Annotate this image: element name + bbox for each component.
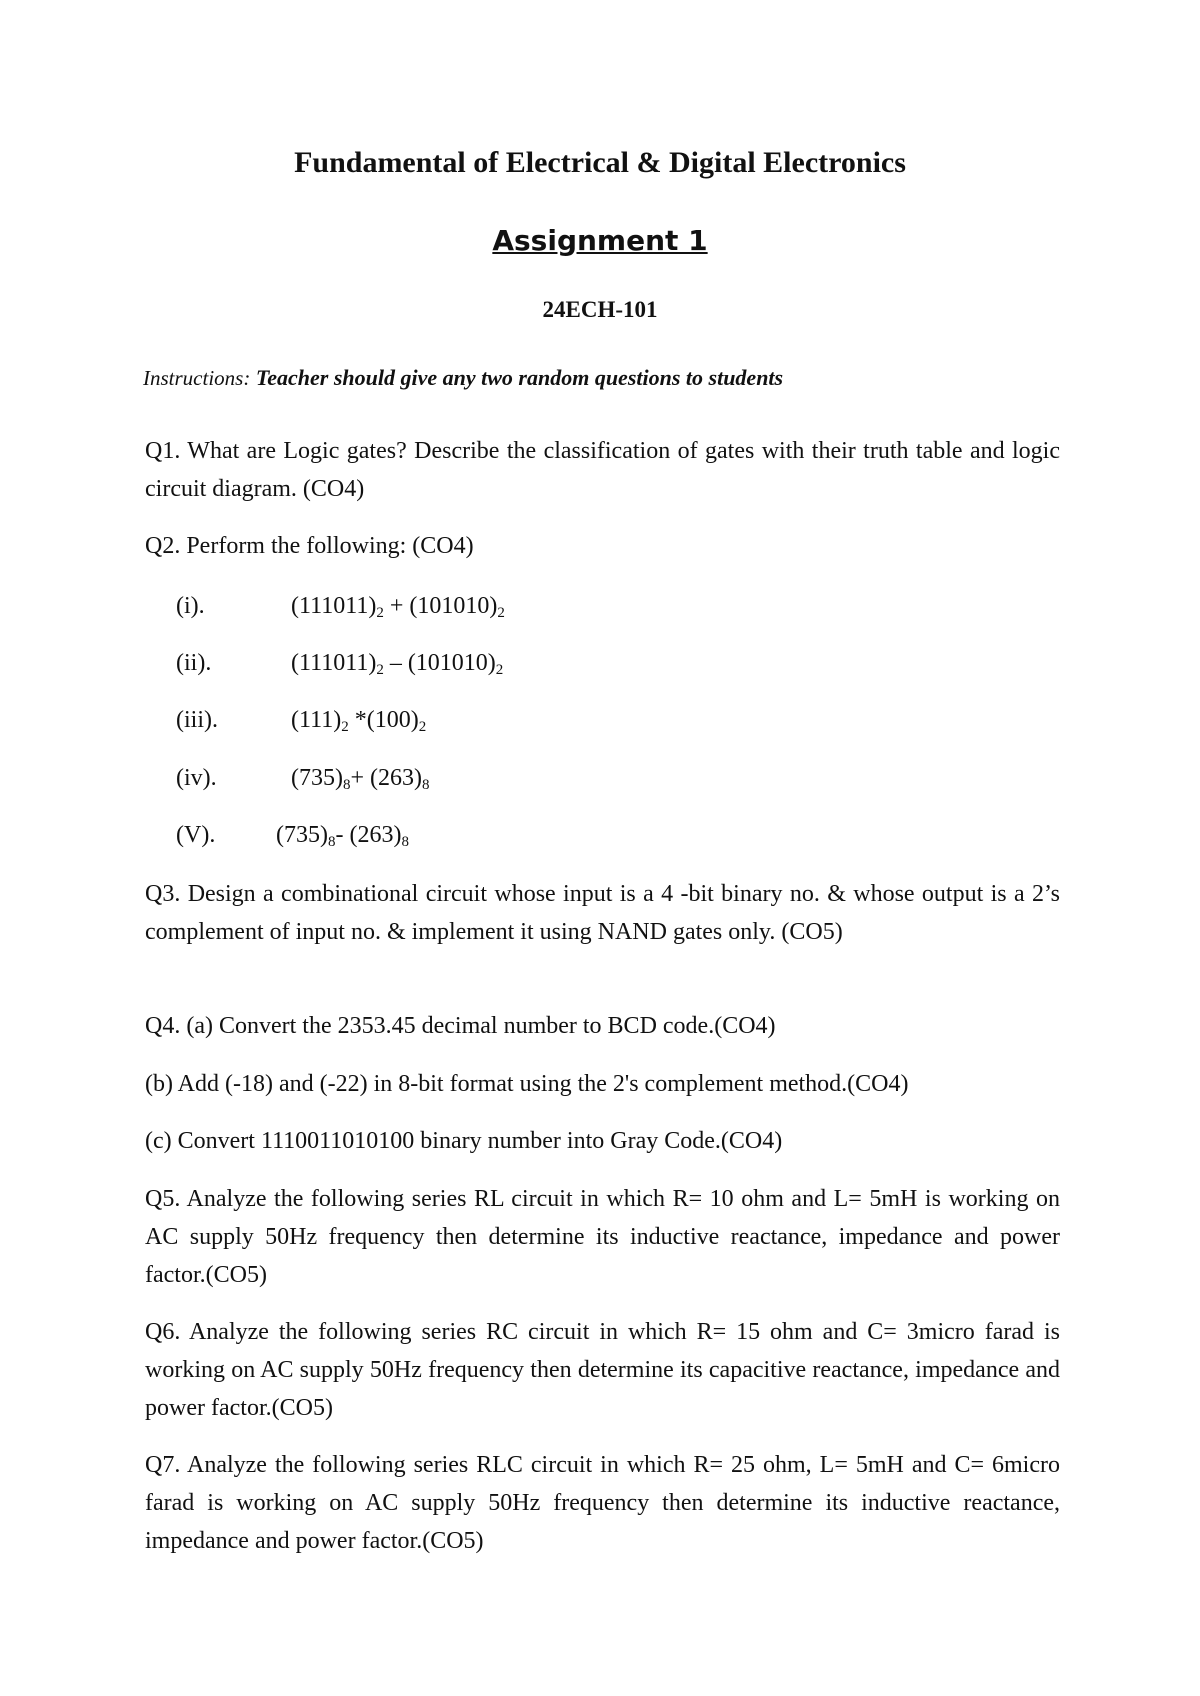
q2-part-i <box>176 591 505 628</box>
question-5: Q5. Analyze the following series RL circuit in which R= 10 ohm and L= 5mH is working on AC supply 50Hz frequency then determine its inductive reactance, impedance and power factor.(CO5) <box>145 1186 1060 1288</box>
q2-part-v <box>176 820 409 857</box>
operator: + <box>383 593 410 619</box>
operator: * <box>348 707 367 733</box>
operand-a: (111011) <box>291 650 377 676</box>
operand-b: (101010) <box>409 593 498 619</box>
instructions <box>143 365 1063 391</box>
q2-part-number: (iii). <box>176 707 218 733</box>
question-4a: Q4. (a) Convert the 2353.45 decimal number to BCD code.(CO4) <box>145 1013 776 1039</box>
q2-part-iv <box>176 763 430 800</box>
instructions-label: Instructions: <box>143 366 251 390</box>
operator: - <box>335 822 350 848</box>
operand-b: (263) <box>370 765 423 791</box>
question-7: Q7. Analyze the following series RLC circuit in which R= 25 ohm, L= 5mH and C= 6micro farad is working on AC supply 50Hz frequency then determine its inductive reactance, impedance and power factor.(CO5) <box>145 1452 1060 1554</box>
operand-a: (111011) <box>291 593 377 619</box>
operator: – <box>383 650 408 676</box>
operand-a: (735) <box>291 765 343 791</box>
operand-b: (100) <box>366 707 419 733</box>
question-6: Q6. Analyze the following series RC circuit in which R= 15 ohm and C= 3micro farad is working on AC supply 50Hz frequency then determine its capacitive reactance, impedance and power factor.(CO5) <box>145 1319 1060 1421</box>
base-subscript: 8 <box>342 777 351 793</box>
operand-a: (111) <box>291 707 342 733</box>
instructions-text: Teacher should give any two random questions to students <box>255 365 784 390</box>
question-1: Q1. What are Logic gates? Describe the classification of gates with their truth table and logic circuit diagram. (CO4) <box>145 438 1060 502</box>
base-subscript: 2 <box>495 662 504 678</box>
operand-b: (263) <box>349 822 402 848</box>
q2-part-number: (iv). <box>176 765 217 791</box>
question-4c: (c) Convert 1110011010100 binary number into Gray Code.(CO4) <box>145 1128 783 1154</box>
q2-part-ii <box>176 648 503 685</box>
question-4b: (b) Add (-18) and (-22) in 8-bit format using the 2's complement method.(CO4) <box>145 1071 909 1097</box>
assignment-title: Assignment 1 <box>492 224 708 257</box>
course-code: 24ECH-101 <box>542 297 658 322</box>
q2-part-number: (i). <box>176 593 205 619</box>
operand-b: (101010) <box>407 650 496 676</box>
base-subscript: 2 <box>341 719 349 735</box>
base-subscript: 2 <box>418 719 427 735</box>
base-subscript: 2 <box>376 662 384 678</box>
question-3: Q3. Design a combinational circuit whose input is a 4 -bit binary no. & whose output is a 2’s complement of input no. & implement it using NAND gates only. (CO5) <box>145 881 1060 945</box>
base-subscript: 2 <box>497 605 505 621</box>
q2-part-number: (V). <box>176 822 216 848</box>
q2-part-number: (ii). <box>176 650 212 676</box>
base-subscript: 8 <box>327 834 336 850</box>
q2-part-iii <box>176 705 426 742</box>
base-subscript: 8 <box>422 777 430 793</box>
operator: + <box>350 765 371 791</box>
base-subscript: 2 <box>376 605 384 621</box>
operand-a: (735) <box>276 822 328 848</box>
base-subscript: 8 <box>401 834 409 850</box>
course-title: Fundamental of Electrical & Digital Electronics <box>294 146 906 179</box>
question-2: Q2. Perform the following: (CO4) <box>145 533 474 559</box>
